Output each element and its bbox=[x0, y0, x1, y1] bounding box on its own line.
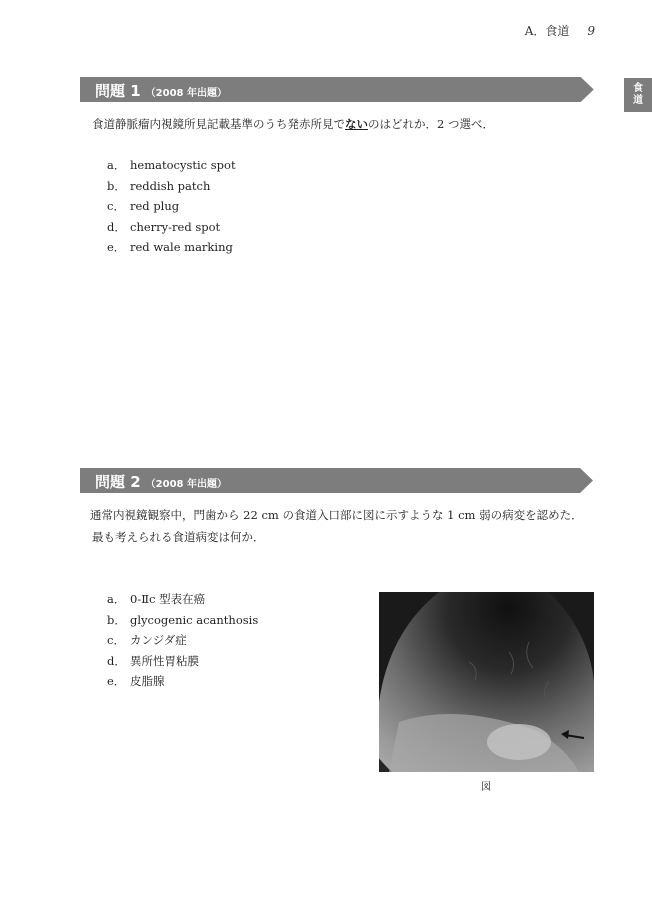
choice-item: c． red plug bbox=[107, 199, 180, 214]
question2-paragraph2: 最も考えられる食道病変は何か． bbox=[92, 530, 265, 544]
choice-item: b． glycogenic acanthosis bbox=[107, 612, 259, 627]
choice-item: b． reddish patch bbox=[107, 178, 211, 193]
choice-item: a． 0-Ⅱc 型表在癌 bbox=[107, 592, 206, 607]
choice-item: a． hematocystic spot bbox=[107, 158, 236, 173]
question1-header bbox=[80, 77, 595, 102]
question1-text-after: のはどれか．2 つ選べ． bbox=[368, 117, 494, 131]
endoscopy-image bbox=[379, 592, 594, 772]
choice-item: e． red wale marking bbox=[107, 240, 233, 255]
question1-text-underlined: ない bbox=[345, 117, 368, 131]
question2-title: 問題 2 bbox=[95, 473, 141, 491]
side-tab-char-1: 食 bbox=[633, 83, 643, 94]
figure-caption: 図 bbox=[481, 782, 491, 793]
question2-choices bbox=[107, 589, 258, 692]
section-title: A．食道 bbox=[524, 24, 570, 38]
choice-item: e． 皮脂腺 bbox=[107, 674, 165, 689]
endoscopy-picture bbox=[379, 592, 594, 772]
question1-text bbox=[80, 115, 594, 134]
chapter-side-tab bbox=[624, 78, 652, 112]
running-head bbox=[525, 22, 595, 39]
choice-item: c． カンジダ症 bbox=[107, 633, 187, 648]
side-tab-char-2: 道 bbox=[633, 95, 643, 106]
question2-header bbox=[80, 468, 595, 493]
choice-item: d． cherry-red spot bbox=[107, 219, 221, 234]
page-number: 9 bbox=[587, 23, 595, 38]
question1-text-before: 食道静脈瘤内視鏡所見記載基準のうち発赤所見で bbox=[92, 117, 345, 131]
question2-text bbox=[80, 506, 594, 547]
question2-year: （2008 年出題） bbox=[145, 479, 227, 490]
question1-choices bbox=[107, 155, 236, 258]
question1-title: 問題 1 bbox=[95, 82, 141, 100]
choice-item: d． 異所性胃粘膜 bbox=[107, 653, 199, 668]
question2-paragraph1: 通常内視鏡観察中，門歯から 22 cm の食道入口部に図に示すような 1 cm 弱の病変を認めた． bbox=[90, 508, 583, 522]
question1-year: （2008 年出題） bbox=[145, 88, 227, 99]
